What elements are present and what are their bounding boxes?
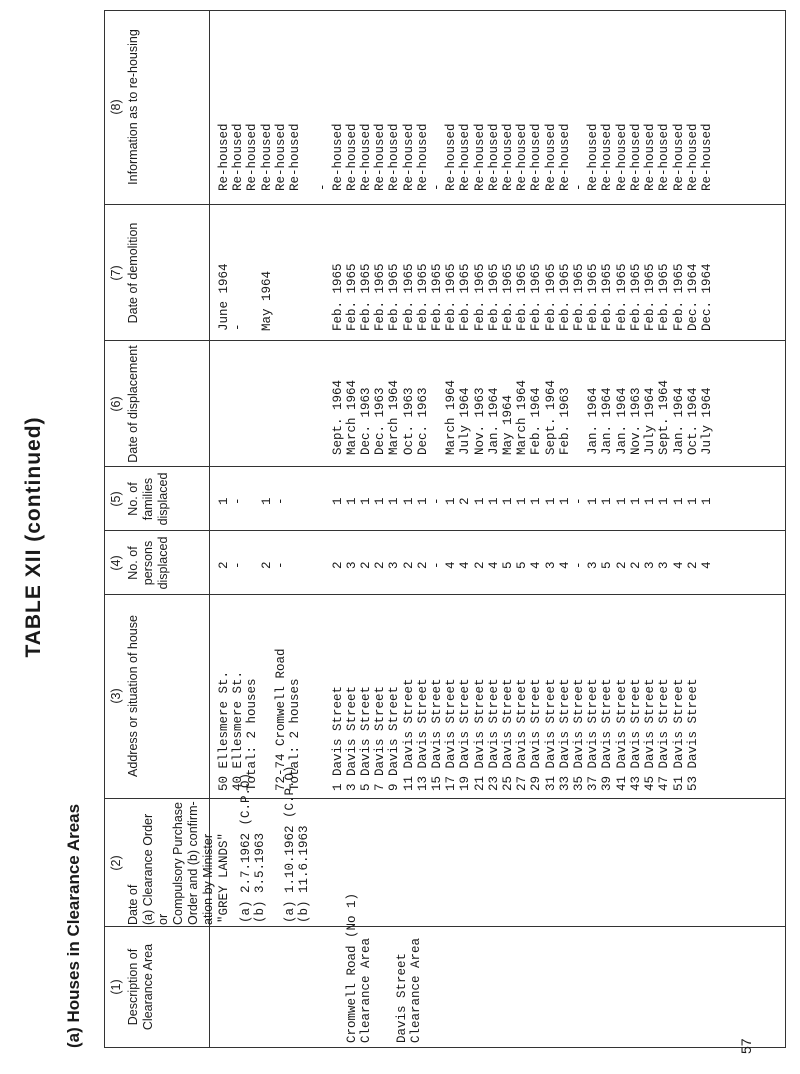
persons-cell: -: [430, 561, 445, 569]
demolition-cell: Feb. 1965: [444, 263, 459, 331]
header-address: (3) Address or situation of house: [109, 615, 140, 777]
rehousing-cell: Re-housed: [529, 123, 544, 191]
families-cell: -: [430, 497, 445, 505]
persons-cell: 2: [359, 561, 374, 569]
families-cell: 1: [217, 497, 231, 505]
address-cell: 21 Davis Street: [472, 678, 487, 791]
address-cell: 31 Davis Street: [543, 678, 558, 791]
persons-cell: 4: [671, 561, 686, 569]
rehousing-cell: [302, 123, 316, 191]
persons-cell: 2: [259, 561, 274, 569]
address-column: [217, 648, 700, 791]
col-divider: [105, 204, 785, 205]
rehousing-cell: Re-housed: [600, 123, 615, 191]
displacement-cell: [572, 380, 586, 455]
families-cell: 1: [600, 497, 615, 505]
address-cell: 27 Davis Street: [515, 678, 530, 791]
address-cell: 35 Davis Street: [572, 678, 587, 791]
demolition-cell: June 1964: [217, 263, 231, 331]
header-displacement: (6) Date of displacement: [109, 345, 140, 463]
families-cell: 1: [259, 497, 274, 505]
families-cell: 1: [543, 497, 558, 505]
demolition-column: [217, 263, 714, 331]
demolition-cell: Feb. 1965: [430, 263, 445, 331]
demolition-cell: [288, 263, 302, 331]
page-number: 57: [738, 1038, 754, 1054]
families-cell: -: [231, 497, 246, 505]
families-cell: [316, 497, 330, 505]
persons-cell: [245, 561, 259, 569]
address-cell: 40 Ellesmere St.: [231, 670, 246, 791]
displacement-cell: Sept. 1964: [330, 379, 345, 455]
rehousing-cell: Re-housed: [671, 123, 686, 191]
demolition-cell: Feb. 1965: [600, 263, 615, 331]
demolition-cell: Feb. 1965: [614, 263, 629, 331]
rehousing-cell: -: [572, 183, 587, 191]
persons-cell: 3: [387, 561, 402, 569]
displacement-cell: [274, 380, 288, 455]
demolition-cell: Dec. 1964: [685, 263, 700, 331]
families-cell: 1: [373, 497, 388, 505]
displacement-cell: Nov. 1963: [628, 387, 643, 455]
families-cell: 1: [415, 497, 430, 505]
families-cell: 1: [586, 497, 601, 505]
col-divider: [105, 926, 785, 927]
displacement-cell: Jan. 1964: [486, 387, 501, 455]
displacement-cell: [316, 380, 330, 455]
demolition-cell: Feb. 1965: [458, 263, 473, 331]
demolition-cell: Feb. 1965: [586, 263, 601, 331]
address-cell: 11 Davis Street: [401, 678, 416, 791]
demolition-cell: Feb. 1965: [387, 263, 402, 331]
demolition-cell: Feb. 1965: [628, 263, 643, 331]
demolition-cell: Feb. 1965: [359, 263, 374, 331]
demolition-cell: Feb. 1965: [486, 263, 501, 331]
rehousing-cell: Re-housed: [373, 123, 388, 191]
demolition-cell: [316, 263, 330, 331]
displacement-cell: Feb. 1964: [529, 387, 544, 455]
families-column: [217, 497, 714, 505]
demolition-cell: Dec. 1964: [699, 263, 714, 331]
displacement-cell: March 1964: [444, 379, 459, 455]
col-divider: [105, 530, 785, 531]
demolition-cell: Feb. 1965: [330, 263, 345, 331]
displacement-cell: May 1964: [501, 394, 516, 455]
rehousing-cell: Re-housed: [501, 123, 516, 191]
displacement-cell: [430, 380, 444, 455]
rehousing-cell: Re-housed: [657, 123, 672, 191]
families-cell: 1: [387, 497, 402, 505]
rehousing-cell: Re-housed: [415, 123, 430, 191]
persons-cell: [302, 561, 316, 569]
address-cell: [260, 648, 274, 791]
davis-order-dates: (a) 1.10.1962 (C.P.O) (b) 11.6.1963: [283, 765, 311, 923]
persons-cell: 3: [344, 561, 359, 569]
demolition-cell: [245, 263, 259, 331]
rehousing-cell: Re-housed: [614, 123, 629, 191]
address-cell: 9 Davis Street: [387, 685, 402, 791]
rehousing-cell: Re-housed: [330, 123, 345, 191]
rehousing-cell: Re-housed: [515, 123, 530, 191]
families-cell: 1: [529, 497, 544, 505]
displacement-cell: Sept. 1964: [543, 379, 558, 455]
displacement-cell: March 1964: [515, 379, 530, 455]
displacement-cell: [302, 380, 316, 455]
demolition-cell: Feb. 1965: [529, 263, 544, 331]
address-cell: 53 Davis Street: [685, 678, 700, 791]
rehousing-cell: Re-housed: [486, 123, 501, 191]
demolition-cell: Feb. 1965: [543, 263, 558, 331]
families-cell: 1: [685, 497, 700, 505]
displacement-cell: July 1964: [643, 387, 658, 455]
col-divider: [105, 594, 785, 595]
families-cell: -: [273, 497, 288, 505]
demolition-cell: Feb. 1965: [472, 263, 487, 331]
families-cell: [288, 497, 302, 505]
demolition-cell: Feb. 1965: [401, 263, 416, 331]
displacement-cell: [217, 380, 231, 455]
persons-cell: -: [273, 561, 288, 569]
displacement-cell: Feb. 1963: [557, 387, 572, 455]
persons-cell: 5: [515, 561, 530, 569]
persons-cell: 2: [628, 561, 643, 569]
demolition-cell: Feb. 1965: [557, 263, 572, 331]
header-demolition: (7) Date of demolition: [109, 222, 140, 324]
families-cell: 2: [458, 497, 473, 505]
rehousing-cell: Re-housed: [444, 123, 459, 191]
families-cell: 1: [628, 497, 643, 505]
persons-cell: -: [231, 561, 246, 569]
persons-column: [217, 561, 714, 569]
header-description: (1) Description of Clearance Area: [109, 943, 155, 1031]
families-cell: 1: [699, 497, 714, 505]
persons-cell: 2: [415, 561, 430, 569]
address-cell: 5 Davis Street: [359, 685, 374, 791]
demolition-cell: Feb. 1965: [415, 263, 430, 331]
displacement-cell: Nov. 1963: [472, 387, 487, 455]
displacement-cell: [231, 380, 245, 455]
displacement-cell: Jan. 1964: [600, 387, 615, 455]
families-cell: 1: [401, 497, 416, 505]
address-cell: 25 Davis Street: [501, 678, 516, 791]
header-families: (5) No. of families displaced: [109, 472, 170, 526]
address-cell: 45 Davis Street: [643, 678, 658, 791]
persons-cell: 4: [699, 561, 714, 569]
rehousing-cell: Re-housed: [472, 123, 487, 191]
rehousing-cell: Re-housed: [344, 123, 359, 191]
displacement-cell: [260, 380, 274, 455]
address-cell: [302, 648, 316, 791]
persons-cell: 2: [217, 561, 231, 569]
address-cell: Total: 2 houses: [288, 678, 303, 791]
persons-cell: 3: [643, 561, 658, 569]
displacement-cell: Sept. 1964: [657, 379, 672, 455]
address-cell: 17 Davis Street: [444, 678, 459, 791]
address-cell: Total: 2 houses: [245, 678, 260, 791]
persons-cell: 4: [486, 561, 501, 569]
families-cell: 1: [515, 497, 530, 505]
persons-cell: [288, 561, 302, 569]
header-rehousing: (8) Information as to re-housing: [109, 29, 140, 185]
rehousing-cell: Re-housed: [557, 123, 572, 191]
demolition-cell: Feb. 1965: [501, 263, 516, 331]
persons-cell: 5: [600, 561, 615, 569]
displacement-cell: [288, 380, 302, 455]
persons-cell: 2: [685, 561, 700, 569]
address-cell: 39 Davis Street: [600, 678, 615, 791]
rehousing-column: [217, 123, 714, 191]
cromwell-order-dates: (a) 2.7.1962 (C.P.O) (b) 3.5.1963: [239, 772, 267, 923]
families-cell: 1: [671, 497, 686, 505]
address-cell: 29 Davis Street: [529, 678, 544, 791]
demolition-cell: Feb. 1965: [643, 263, 658, 331]
demolition-cell: -: [231, 323, 246, 331]
persons-cell: 3: [543, 561, 558, 569]
address-cell: 33 Davis Street: [557, 678, 572, 791]
persons-cell: 2: [472, 561, 487, 569]
displacement-cell: [245, 380, 259, 455]
rehousing-cell: Re-housed: [259, 123, 274, 191]
persons-cell: 2: [614, 561, 629, 569]
col-divider: [105, 466, 785, 467]
families-cell: 1: [330, 497, 345, 505]
persons-cell: 2: [330, 561, 345, 569]
header-persons: (4) No. of persons displaced: [109, 536, 170, 590]
address-cell: 23 Davis Street: [486, 678, 501, 791]
families-cell: 1: [557, 497, 572, 505]
demolition-cell: Feb. 1965: [671, 263, 686, 331]
families-cell: 1: [444, 497, 459, 505]
families-cell: 1: [614, 497, 629, 505]
persons-cell: 4: [529, 561, 544, 569]
header-order-date: (2) Date of (a) Clearance Order or Compulsory Purchase Order and (b) confirm- ation by Minister: [109, 801, 215, 925]
demolition-cell: Feb. 1965: [373, 263, 388, 331]
address-cell: [316, 648, 330, 791]
persons-cell: 3: [657, 561, 672, 569]
persons-cell: 4: [444, 561, 459, 569]
area-davis-name: Davis Street Clearance Area: [395, 937, 423, 1043]
persons-cell: 4: [458, 561, 473, 569]
address-cell: 1 Davis Street: [330, 685, 345, 791]
persons-cell: [316, 561, 330, 569]
rehousing-cell: Re-housed: [685, 123, 700, 191]
address-cell: 3 Davis Street: [344, 685, 359, 791]
persons-cell: 5: [501, 561, 516, 569]
address-cell: 7 Davis Street: [373, 685, 388, 791]
table-title: TABLE XII (continued): [22, 416, 45, 658]
address-cell: 19 Davis Street: [458, 678, 473, 791]
families-cell: 1: [472, 497, 487, 505]
col-divider: [105, 798, 785, 799]
families-cell: [302, 497, 316, 505]
rehousing-cell: Re-housed: [699, 123, 714, 191]
rehousing-cell: Re-housed: [245, 123, 260, 191]
rehousing-cell: Re-housed: [628, 123, 643, 191]
persons-cell: 4: [557, 561, 572, 569]
rehousing-cell: Re-housed: [273, 123, 288, 191]
rehousing-cell: Re-housed: [543, 123, 558, 191]
rehousing-cell: Re-housed: [458, 123, 473, 191]
demolition-cell: [302, 263, 316, 331]
displacement-cell: Dec. 1963: [373, 387, 388, 455]
families-cell: 1: [657, 497, 672, 505]
displacement-cell: Jan. 1964: [671, 387, 686, 455]
rehousing-cell: Re-housed: [401, 123, 416, 191]
displacement-cell: Dec. 1963: [359, 387, 374, 455]
families-cell: 1: [643, 497, 658, 505]
displacement-cell: July 1964: [699, 387, 714, 455]
persons-cell: -: [572, 561, 587, 569]
displacement-cell: Oct. 1964: [685, 387, 700, 455]
col-divider: [105, 340, 785, 341]
displacement-cell: March 1964: [387, 379, 402, 455]
demolition-cell: May 1964: [259, 270, 274, 331]
rehousing-cell: -: [316, 183, 331, 191]
rehousing-cell: Re-housed: [359, 123, 374, 191]
families-cell: [245, 497, 259, 505]
demolition-cell: [274, 263, 288, 331]
displacement-cell: Oct. 1963: [401, 387, 416, 455]
address-cell: 43 Davis Street: [628, 678, 643, 791]
families-cell: 1: [359, 497, 374, 505]
persons-cell: 2: [373, 561, 388, 569]
displacement-column: [217, 380, 714, 455]
families-cell: 1: [486, 497, 501, 505]
rehousing-cell: Re-housed: [217, 123, 231, 191]
address-cell: 41 Davis Street: [614, 678, 629, 791]
address-cell: 37 Davis Street: [586, 678, 601, 791]
displacement-cell: July 1964: [458, 387, 473, 455]
rehousing-cell: Re-housed: [231, 123, 246, 191]
address-cell: 50 Ellesmere St.: [217, 670, 231, 791]
displacement-cell: Jan. 1964: [586, 387, 601, 455]
rehousing-cell: Re-housed: [643, 123, 658, 191]
address-cell: 51 Davis Street: [671, 678, 686, 791]
families-cell: 1: [344, 497, 359, 505]
demolition-cell: Feb. 1965: [657, 263, 672, 331]
address-cell: 47 Davis Street: [657, 678, 672, 791]
displacement-cell: March 1964: [344, 379, 359, 455]
rehousing-cell: -: [430, 183, 445, 191]
demolition-cell: Feb. 1965: [572, 263, 587, 331]
area-cromwell-name: Cromwell Road (No 1) Clearance Area: [345, 892, 373, 1043]
address-cell: 13 Davis Street: [415, 678, 430, 791]
table-subtitle: (a) Houses in Clearance Areas: [64, 803, 83, 1048]
demolition-cell: Feb. 1965: [515, 263, 530, 331]
rehousing-cell: Re-housed: [586, 123, 601, 191]
address-cell: 72-74 Cromwell Road: [273, 648, 288, 791]
demolition-cell: Feb. 1965: [344, 263, 359, 331]
families-cell: -: [572, 497, 587, 505]
displacement-cell: Dec. 1963: [415, 387, 430, 455]
rehousing-cell: Re-housed: [387, 123, 402, 191]
families-cell: 1: [501, 497, 516, 505]
persons-cell: 2: [401, 561, 416, 569]
address-cell: 15 Davis Street: [430, 678, 445, 791]
rehousing-cell: Re-housed: [288, 123, 303, 191]
persons-cell: 3: [586, 561, 601, 569]
clearance-table: [104, 10, 786, 1048]
displacement-cell: Jan. 1964: [614, 387, 629, 455]
grey-lands-label: "GREY LANDS": [217, 832, 231, 923]
